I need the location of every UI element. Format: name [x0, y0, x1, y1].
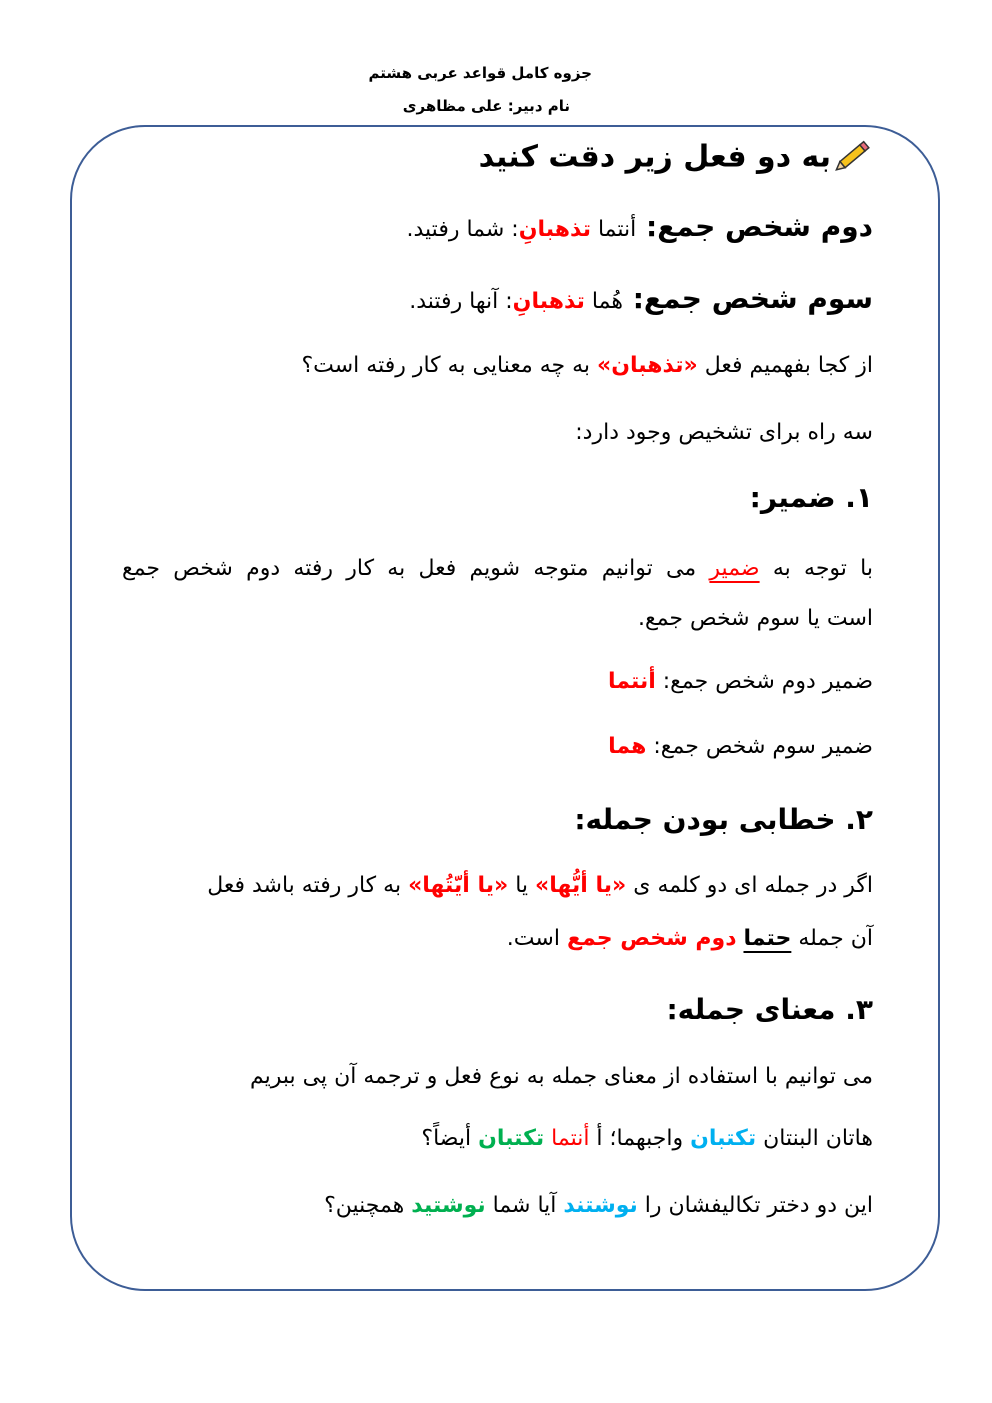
text-line	[409, 284, 873, 317]
text-segment: آن جمله	[791, 926, 873, 951]
highlighted-text: نوشتید	[411, 1193, 486, 1218]
text-segment: دوم شخص جمع:	[636, 210, 873, 243]
highlighted-text: «یا أیُّها»	[535, 873, 627, 898]
section-heading	[574, 805, 873, 835]
section-heading	[666, 995, 873, 1025]
highlighted-text: دوم شخص جمع	[566, 926, 737, 951]
text-segment: : شما رفتید.	[406, 217, 519, 242]
text-line	[638, 604, 873, 634]
highlighted-text: تذهبانِ	[512, 289, 585, 314]
text-segment: می توانیم با استفاده از معنای جمله به نوع فعل و ترجمه آن پی ببریم	[249, 1064, 873, 1089]
text-segment: ضمیر دوم شخص جمع:	[655, 669, 873, 694]
highlighted-text: أنتما	[551, 1126, 590, 1151]
text-line	[407, 212, 874, 245]
text-line	[575, 418, 873, 448]
text-segment: ضمیر سوم شخص جمع:	[646, 734, 873, 759]
text-line	[608, 667, 873, 697]
text-segment: به چه معنایی به کار رفته است؟	[301, 353, 598, 378]
text-segment: ۲. خطابی بودن جمله:	[574, 803, 873, 836]
highlighted-text: «تذهبان»	[597, 353, 698, 378]
text-segment: به دو فعل زیر دقت کنید	[478, 139, 831, 175]
highlighted-text: نوشتند	[563, 1193, 638, 1218]
text-segment: سوم شخص جمع:	[622, 282, 873, 315]
text-segment: می توانیم متوجه شویم فعل به کار رفته دوم شخص جمع	[122, 556, 710, 581]
text-segment: به کار رفته باشد فعل	[207, 873, 409, 898]
text-segment: آیا شما	[485, 1193, 564, 1218]
text-segment: یا	[508, 873, 536, 898]
text-line	[324, 1191, 873, 1221]
text-line	[122, 554, 873, 584]
text-line	[421, 1124, 873, 1154]
text-segment: : آنها رفتند.	[409, 289, 513, 314]
text-segment: است.	[506, 926, 567, 951]
text-segment: ۱. ضمیر:	[749, 481, 873, 514]
highlighted-text: ضمیر	[709, 556, 760, 581]
highlighted-text: تکتبان	[478, 1126, 545, 1151]
highlighted-text: هما	[608, 734, 647, 759]
text-segment: حتما	[743, 926, 792, 951]
text-segment: سه راه برای تشخیص وجود دارد:	[575, 420, 873, 445]
text-segment: ۳. معنای جمله:	[666, 993, 873, 1026]
section-title	[479, 138, 873, 178]
text-segment: أیضاً؟	[421, 1126, 479, 1151]
text-line	[608, 732, 873, 762]
highlighted-text: تکتبان	[690, 1126, 757, 1151]
text-line	[301, 351, 873, 381]
teacher-name: نام دبیر: علی مظاهری	[402, 97, 570, 115]
highlighted-text: «یا أیّتُها»	[408, 873, 509, 898]
text-segment: این دو دختر تکالیفشان را	[637, 1193, 873, 1218]
text-segment: از کجا بفهمیم فعل	[697, 353, 873, 378]
text-segment: واجبهما؛ أ	[589, 1126, 691, 1151]
pencil-icon	[835, 138, 873, 178]
text-segment: أنتما	[590, 217, 637, 242]
section-heading	[750, 483, 873, 513]
highlighted-text: تذهبانِ	[518, 217, 591, 242]
text-line	[250, 1062, 873, 1092]
text-segment: هُما	[584, 289, 623, 314]
text-segment: هاتان البنتان	[756, 1126, 873, 1151]
text-segment: اگر در جمله ای دو کلمه ی	[626, 873, 873, 898]
document-title: جزوه کامل قواعد عربی هشتم	[368, 64, 592, 82]
text-line	[507, 924, 873, 954]
text-segment: همچنین؟	[324, 1193, 412, 1218]
highlighted-text: أنتما	[607, 669, 656, 694]
text-segment: است یا سوم شخص جمع.	[638, 606, 873, 631]
text-segment: با توجه به	[759, 556, 873, 581]
text-line	[207, 871, 873, 901]
